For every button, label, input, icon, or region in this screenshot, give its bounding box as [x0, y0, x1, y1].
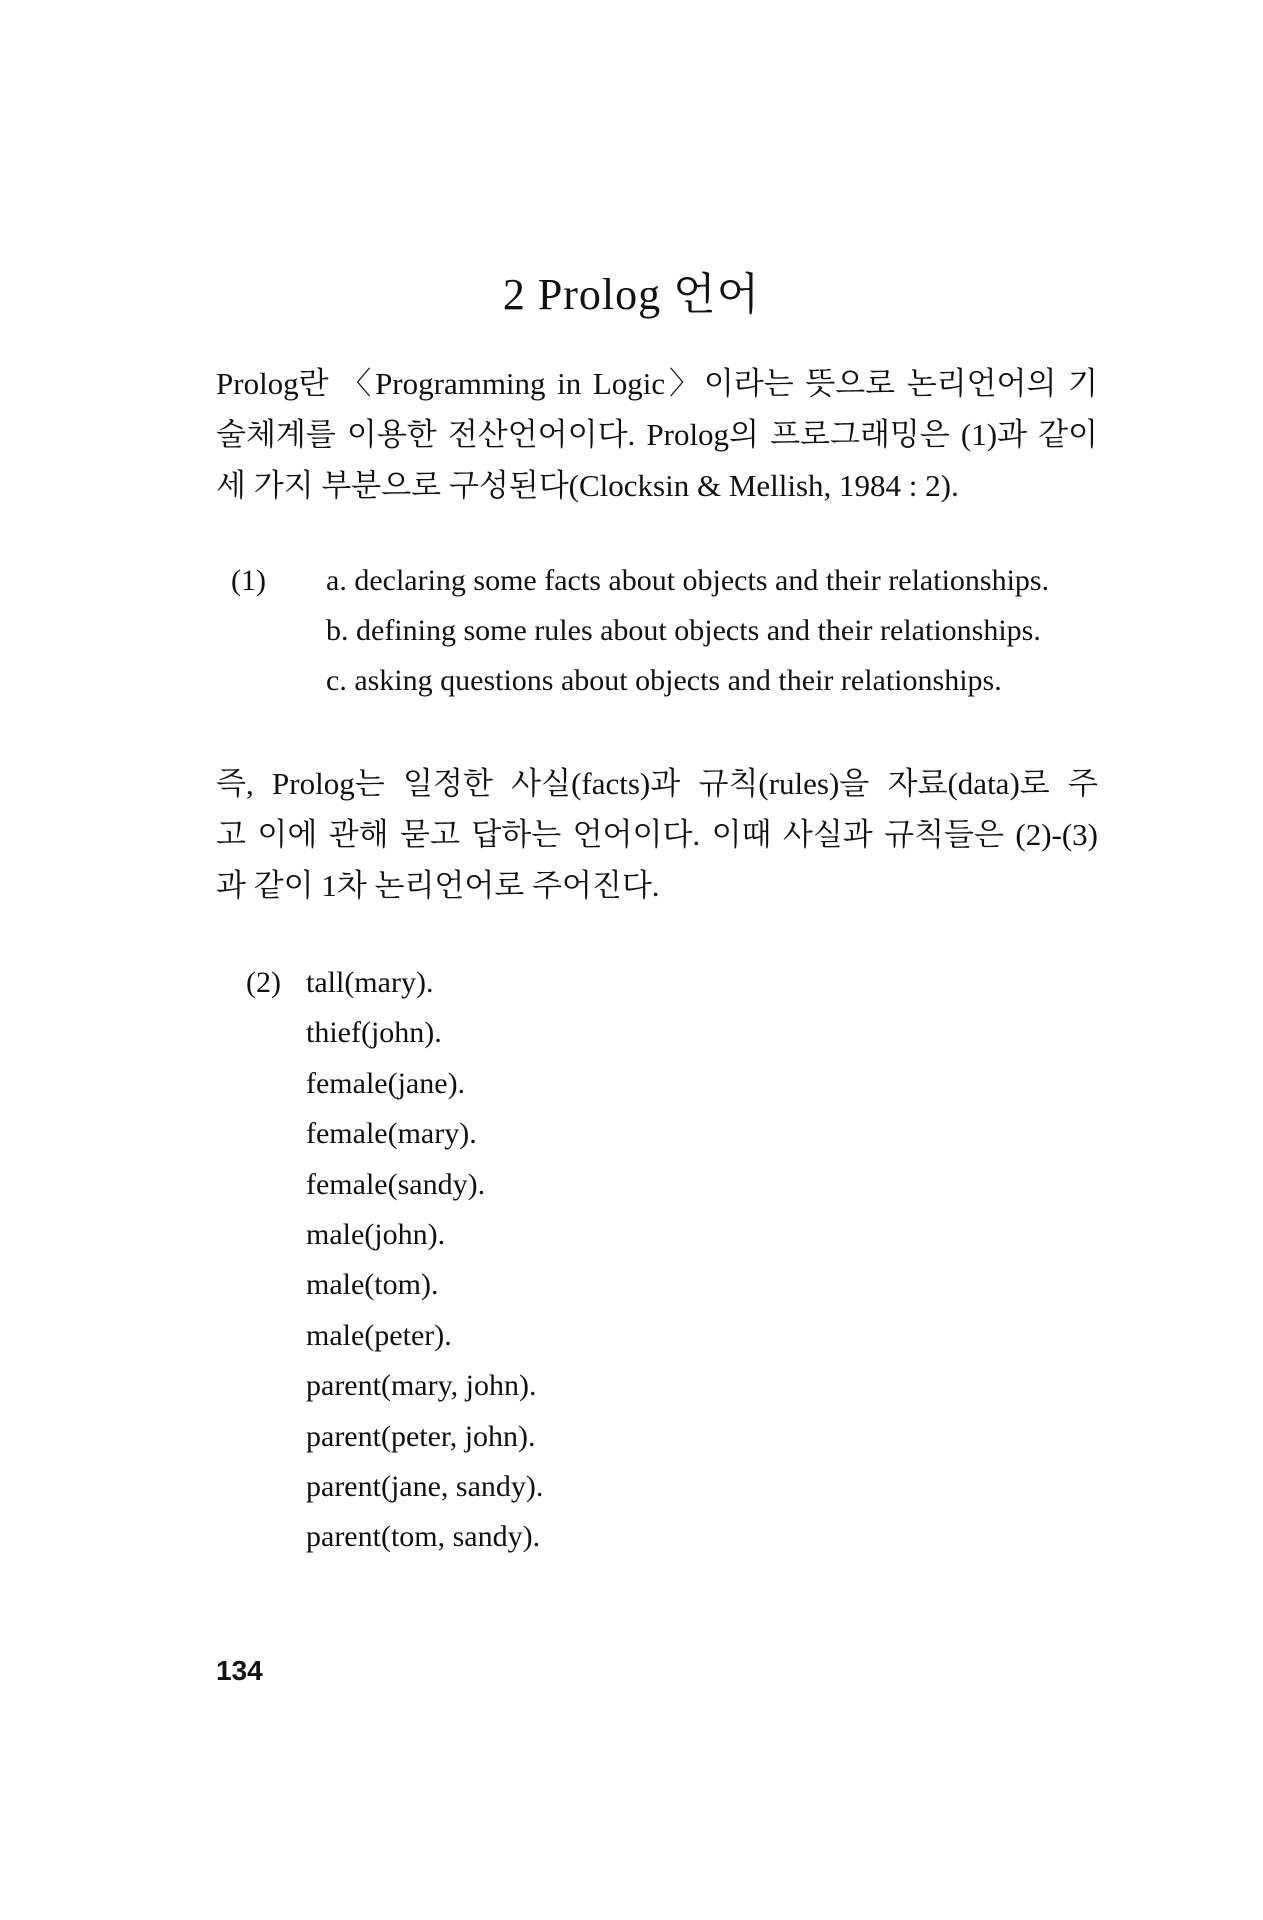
- fact-line: female(jane).: [306, 1066, 466, 1100]
- example-number: (2): [246, 966, 281, 999]
- fact-line: parent(tom, sandy).: [306, 1520, 541, 1554]
- example-item: a. declaring some facts about objects and their relationships.: [326, 564, 1050, 597]
- fact-line: male(tom).: [306, 1268, 439, 1302]
- paragraph-line: 즉, Prolog는 일정한 사실(facts)과 규칙(rules)을 자료(data)로 주: [216, 766, 1098, 801]
- example-item: c. asking questions about objects and their relationships.: [326, 664, 1002, 697]
- paragraph-line: 술체계를 이용한 전산언어이다. Prolog의 프로그래밍은 (1)과 같이: [216, 417, 1098, 452]
- example-item: b. defining some rules about objects and their relationships.: [326, 614, 1041, 647]
- fact-line: parent(jane, sandy).: [306, 1470, 544, 1504]
- fact-line: male(john).: [306, 1218, 446, 1252]
- fact-line: female(mary).: [306, 1117, 477, 1151]
- fact-line: tall(mary).: [306, 966, 434, 999]
- fact-line: parent(peter, john).: [306, 1419, 536, 1453]
- fact-line: male(peter).: [306, 1318, 452, 1352]
- paragraph-line: 고 이에 관해 묻고 답하는 언어이다. 이때 사실과 규칙들은 (2)-(3): [216, 817, 1098, 852]
- fact-line: thief(john).: [306, 1016, 442, 1050]
- fact-line: parent(mary, john).: [306, 1369, 537, 1403]
- example-items: [326, 556, 1126, 706]
- paragraph-line: Prolog란 〈Programming in Logic〉이라는 뜻으로 논리언어의 기: [216, 366, 1098, 401]
- fact-line: female(sandy).: [306, 1167, 486, 1201]
- paragraph-line: 과 같이 1차 논리언어로 주어진다.: [216, 868, 660, 903]
- page-number: 134: [216, 1655, 263, 1686]
- example-number: (1): [231, 564, 266, 597]
- fact-list: [306, 958, 806, 1563]
- paragraph-line: 세 가지 부분으로 구성된다(Clocksin & Mellish, 1984 : 2).: [216, 468, 959, 503]
- paragraph-intro: [216, 358, 1098, 511]
- paragraph-facts-rules: [216, 758, 1098, 911]
- section-title: 2 Prolog 언어: [502, 270, 761, 319]
